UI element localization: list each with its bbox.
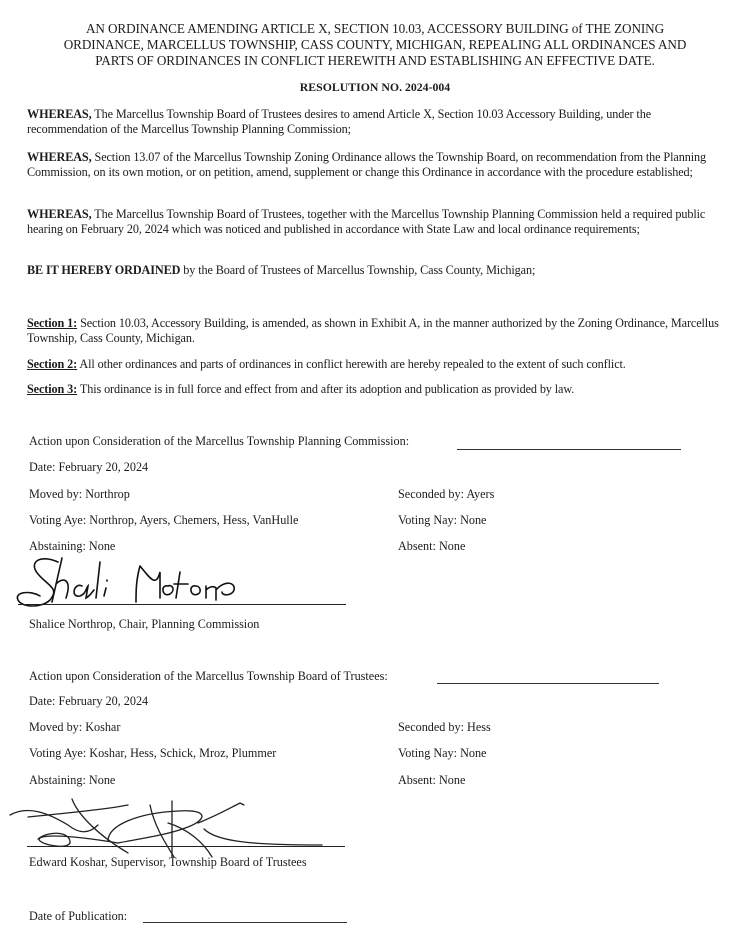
board-moved-by: Moved by: Koshar xyxy=(29,720,121,734)
title-line: PARTS OF ORDINANCES IN CONFLICT HEREWITH AND ESTABLISHING AN EFFECTIVE DATE. xyxy=(95,53,655,68)
board-voting-nay: Voting Nay: None xyxy=(398,746,487,760)
whereas-text: The Marcellus Township Board of Trustees, together with the Marcellus Township Planning Commission held a required public hearing on February 20, 2024 which was noticed and published in accordance with State Law and local ordinance requirements; xyxy=(27,207,706,236)
planning-abstaining: Abstaining: None xyxy=(29,539,116,553)
publication-date-blank xyxy=(143,922,347,923)
planning-action-label: Action upon Consideration of the Marcellus Township Planning Commission: xyxy=(29,434,410,448)
planning-absent: Absent: None xyxy=(398,539,466,553)
board-date: Date: February 20, 2024 xyxy=(29,694,149,708)
publication-date-label: Date of Publication: xyxy=(29,909,128,923)
section-text: Section 10.03, Accessory Building, is amended, as shown in Exhibit A, in the manner authorized by the Zoning Ordinance, Marcellus Township, Cass County, Michigan. xyxy=(27,316,719,345)
section-1 xyxy=(27,316,727,345)
ordained-text: by the Board of Trustees of Marcellus Township, Cass County, Michigan; xyxy=(180,263,536,277)
title-line: AN ORDINANCE AMENDING ARTICLE X, SECTION 10.03, ACCESSORY BUILDING of THE ZONING xyxy=(85,21,665,36)
section-label: Section 2: xyxy=(27,357,78,371)
section-2 xyxy=(27,357,747,372)
planning-voting-aye: Voting Aye: Northrop, Ayers, Chemers, Hess, VanHulle xyxy=(29,513,299,527)
northrop-signature xyxy=(10,552,270,612)
whereas-lead: WHEREAS, xyxy=(27,207,92,221)
whereas-text: Section 13.07 of the Marcellus Township Zoning Ordinance allows the Township Board, on recommendation from the Planning Commission, on its own motion, or on petition, amend, supplement or change this Ordinance in accordance with the procedure established; xyxy=(27,150,706,179)
planning-signature-line xyxy=(18,604,346,605)
section-3 xyxy=(27,382,727,397)
planning-action-blank xyxy=(457,449,681,450)
board-absent: Absent: None xyxy=(398,773,466,787)
board-voting-aye: Voting Aye: Koshar, Hess, Schick, Mroz, Plummer xyxy=(29,746,277,760)
board-signer-name: Edward Koshar, Supervisor, Township Board of Trustees xyxy=(29,855,307,869)
ordained-paragraph xyxy=(27,263,727,278)
board-action-blank xyxy=(437,683,659,684)
board-seconded-by: Seconded by: Hess xyxy=(398,720,491,734)
whereas-lead: WHEREAS, xyxy=(27,107,92,121)
board-action-label: Action upon Consideration of the Marcellus Township Board of Trustees: xyxy=(29,669,388,683)
planning-signer-name: Shalice Northrop, Chair, Planning Commission xyxy=(29,617,260,631)
title-line: ORDINANCE, MARCELLUS TOWNSHIP, CASS COUNTY, MICHIGAN, REPEALING ALL ORDINANCES AND xyxy=(63,37,687,52)
section-label: Section 3: xyxy=(27,382,78,396)
resolution-number: RESOLUTION NO. 2024-004 xyxy=(299,80,451,94)
planning-date: Date: February 20, 2024 xyxy=(29,460,149,474)
section-label: Section 1: xyxy=(27,316,78,330)
board-signature-line xyxy=(27,846,345,847)
whereas-lead: WHEREAS, xyxy=(27,150,92,164)
section-text: This ordinance is in full force and effect from and after its adoption and publication as provided by law. xyxy=(77,382,575,396)
whereas-text: The Marcellus Township Board of Trustees desires to amend Article X, Section 10.03 Accessory Building, under the recommendation of the Marcellus Township Planning Commission; xyxy=(27,107,652,136)
whereas-paragraph xyxy=(27,107,727,136)
whereas-paragraph xyxy=(27,207,727,236)
planning-voting-nay: Voting Nay: None xyxy=(398,513,487,527)
section-text: All other ordinances and parts of ordinances in conflict herewith are hereby repealed to the extent of such conflict. xyxy=(77,357,626,371)
planning-moved-by: Moved by: Northrop xyxy=(29,487,130,501)
whereas-paragraph xyxy=(27,150,727,179)
planning-seconded-by: Seconded by: Ayers xyxy=(398,487,495,501)
ordained-lead: BE IT HEREBY ORDAINED xyxy=(27,263,181,277)
board-abstaining: Abstaining: None xyxy=(29,773,116,787)
document-title xyxy=(20,21,730,69)
